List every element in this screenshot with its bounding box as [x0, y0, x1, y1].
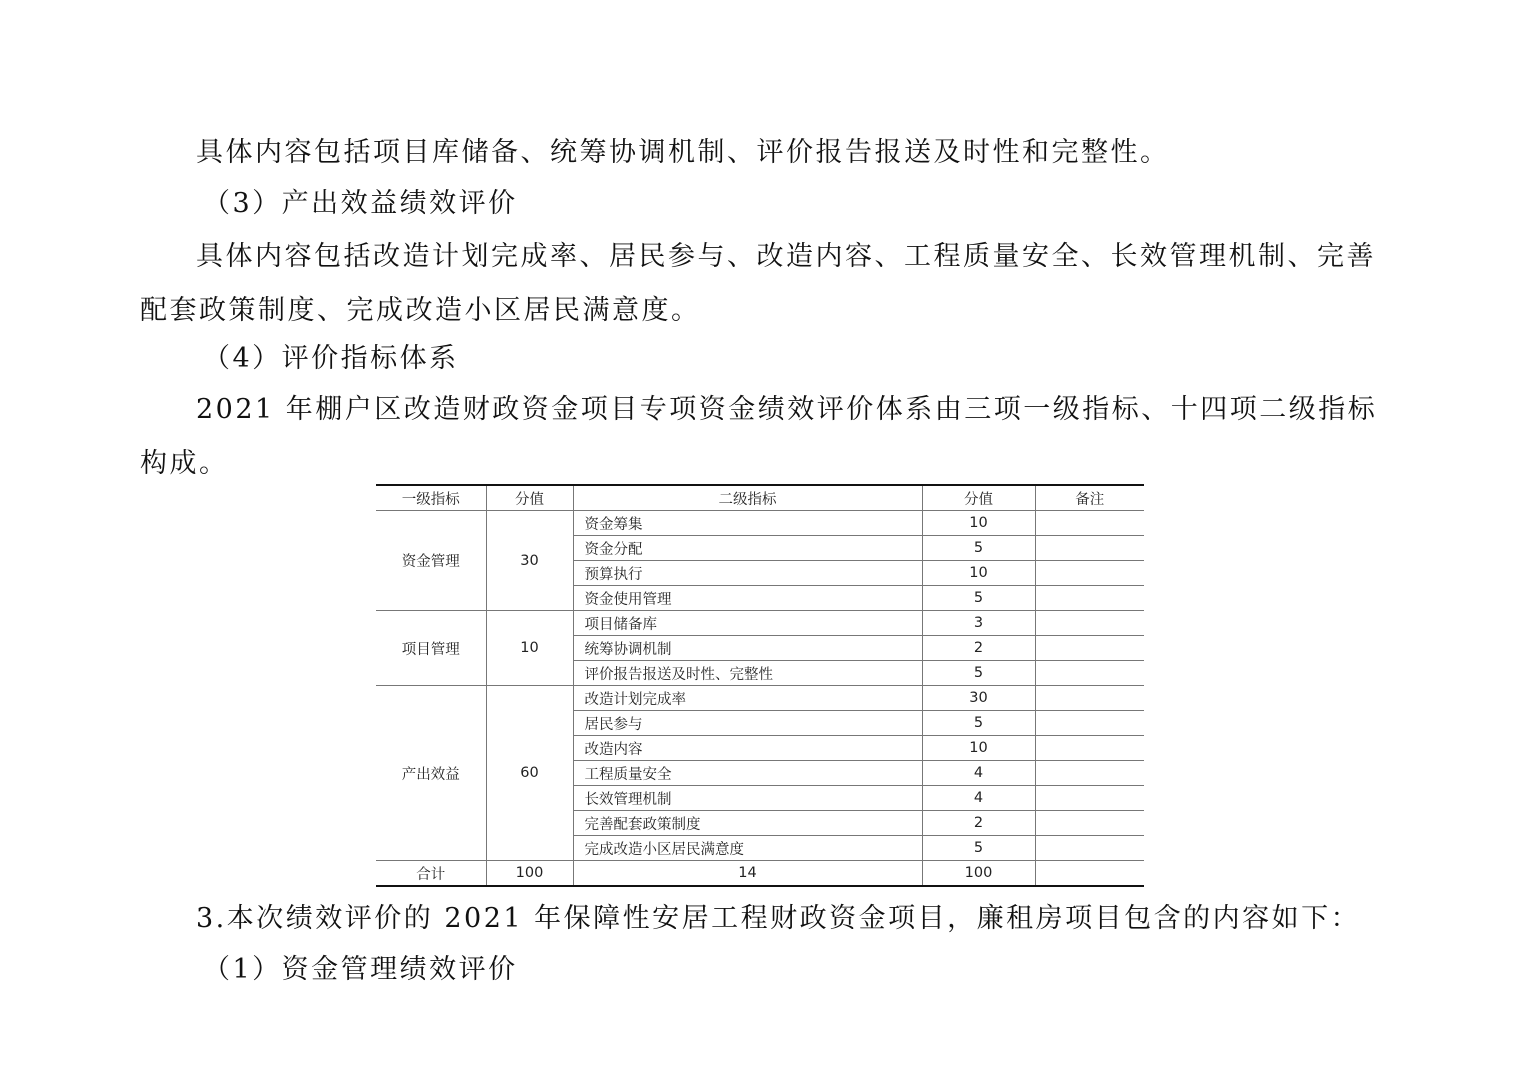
level1-index-score: 10 [486, 611, 573, 686]
heading-evaluation-index-system: （4）评价指标体系 [203, 343, 459, 374]
remarks-cell [1035, 711, 1144, 736]
level2-index-name: 完成改造小区居民满意度 [573, 836, 922, 861]
header-level2-score: 分值 [922, 485, 1035, 511]
table-row [376, 686, 1144, 711]
level2-index-score: 2 [922, 636, 1035, 661]
level2-index-name: 评价报告报送及时性、完整性 [573, 661, 922, 686]
level2-index-name: 完善配套政策制度 [573, 811, 922, 836]
table-row [376, 611, 1144, 636]
header-remarks: 备注 [1035, 485, 1144, 511]
level1-index-name: 产出效益 [376, 686, 486, 861]
paragraph-index-system-description: 2021 年棚户区改造财政资金项目专项资金绩效评价体系由三项一级指标、十四项二级指标构成。 [140, 394, 1378, 479]
evaluation-index-table [376, 484, 1144, 887]
level1-index-name: 项目管理 [376, 611, 486, 686]
level2-index-name: 资金使用管理 [573, 586, 922, 611]
level2-index-score: 5 [922, 536, 1035, 561]
level2-index-name: 改造计划完成率 [573, 686, 922, 711]
total-level2-score: 100 [922, 861, 1035, 887]
remarks-cell [1035, 536, 1144, 561]
total-remarks [1035, 861, 1144, 887]
remarks-cell [1035, 511, 1144, 536]
paragraph-low-rent-housing-intro: 3.本次绩效评价的 2021 年保障性安居工程财政资金项目，廉租房项目包含的内容如下： [196, 903, 1361, 934]
header-level2-index: 二级指标 [573, 485, 922, 511]
remarks-cell [1035, 636, 1144, 661]
table-row [376, 511, 1144, 536]
level2-index-name: 工程质量安全 [573, 761, 922, 786]
level2-index-name: 资金分配 [573, 536, 922, 561]
total-label: 合计 [376, 861, 486, 887]
remarks-cell [1035, 836, 1144, 861]
level2-index-score: 5 [922, 661, 1035, 686]
remarks-cell [1035, 736, 1144, 761]
remarks-cell [1035, 561, 1144, 586]
level2-index-score: 3 [922, 611, 1035, 636]
level2-index-name: 居民参与 [573, 711, 922, 736]
level2-index-score: 4 [922, 761, 1035, 786]
paragraph-output-benefit-content: 具体内容包括改造计划完成率、居民参与、改造内容、工程质量安全、长效管理机制、完善配套政策制度、完成改造小区居民满意度。 [140, 241, 1376, 326]
total-level1-score: 100 [486, 861, 573, 887]
remarks-cell [1035, 761, 1144, 786]
level2-index-score: 10 [922, 736, 1035, 761]
level2-index-score: 5 [922, 586, 1035, 611]
level2-index-name: 项目储备库 [573, 611, 922, 636]
remarks-cell [1035, 586, 1144, 611]
level2-index-score: 5 [922, 711, 1035, 736]
heading-fund-management-evaluation: （1）资金管理绩效评价 [203, 954, 518, 985]
level1-index-name: 资金管理 [376, 511, 486, 611]
level2-index-name: 预算执行 [573, 561, 922, 586]
remarks-cell [1035, 811, 1144, 836]
total-level2-count: 14 [573, 861, 922, 887]
heading-output-benefit-evaluation: （3）产出效益绩效评价 [203, 188, 518, 219]
level2-index-score: 10 [922, 561, 1035, 586]
table-header-row [376, 485, 1144, 511]
remarks-cell [1035, 686, 1144, 711]
level1-index-score: 60 [486, 686, 573, 861]
remarks-cell [1035, 786, 1144, 811]
level1-index-score: 30 [486, 511, 573, 611]
level2-index-score: 30 [922, 686, 1035, 711]
level2-index-score: 2 [922, 811, 1035, 836]
header-level1-score: 分值 [486, 485, 573, 511]
level2-index-name: 资金筹集 [573, 511, 922, 536]
level2-index-name: 改造内容 [573, 736, 922, 761]
header-level1-index: 一级指标 [376, 485, 486, 511]
level2-index-name: 长效管理机制 [573, 786, 922, 811]
remarks-cell [1035, 611, 1144, 636]
level2-index-score: 4 [922, 786, 1035, 811]
paragraph-project-management-content: 具体内容包括项目库储备、统筹协调机制、评价报告报送及时性和完整性。 [196, 137, 1170, 168]
remarks-cell [1035, 661, 1144, 686]
table-total-row [376, 861, 1144, 887]
level2-index-name: 统筹协调机制 [573, 636, 922, 661]
evaluation-index-table-container [376, 484, 1144, 887]
level2-index-score: 5 [922, 836, 1035, 861]
level2-index-score: 10 [922, 511, 1035, 536]
